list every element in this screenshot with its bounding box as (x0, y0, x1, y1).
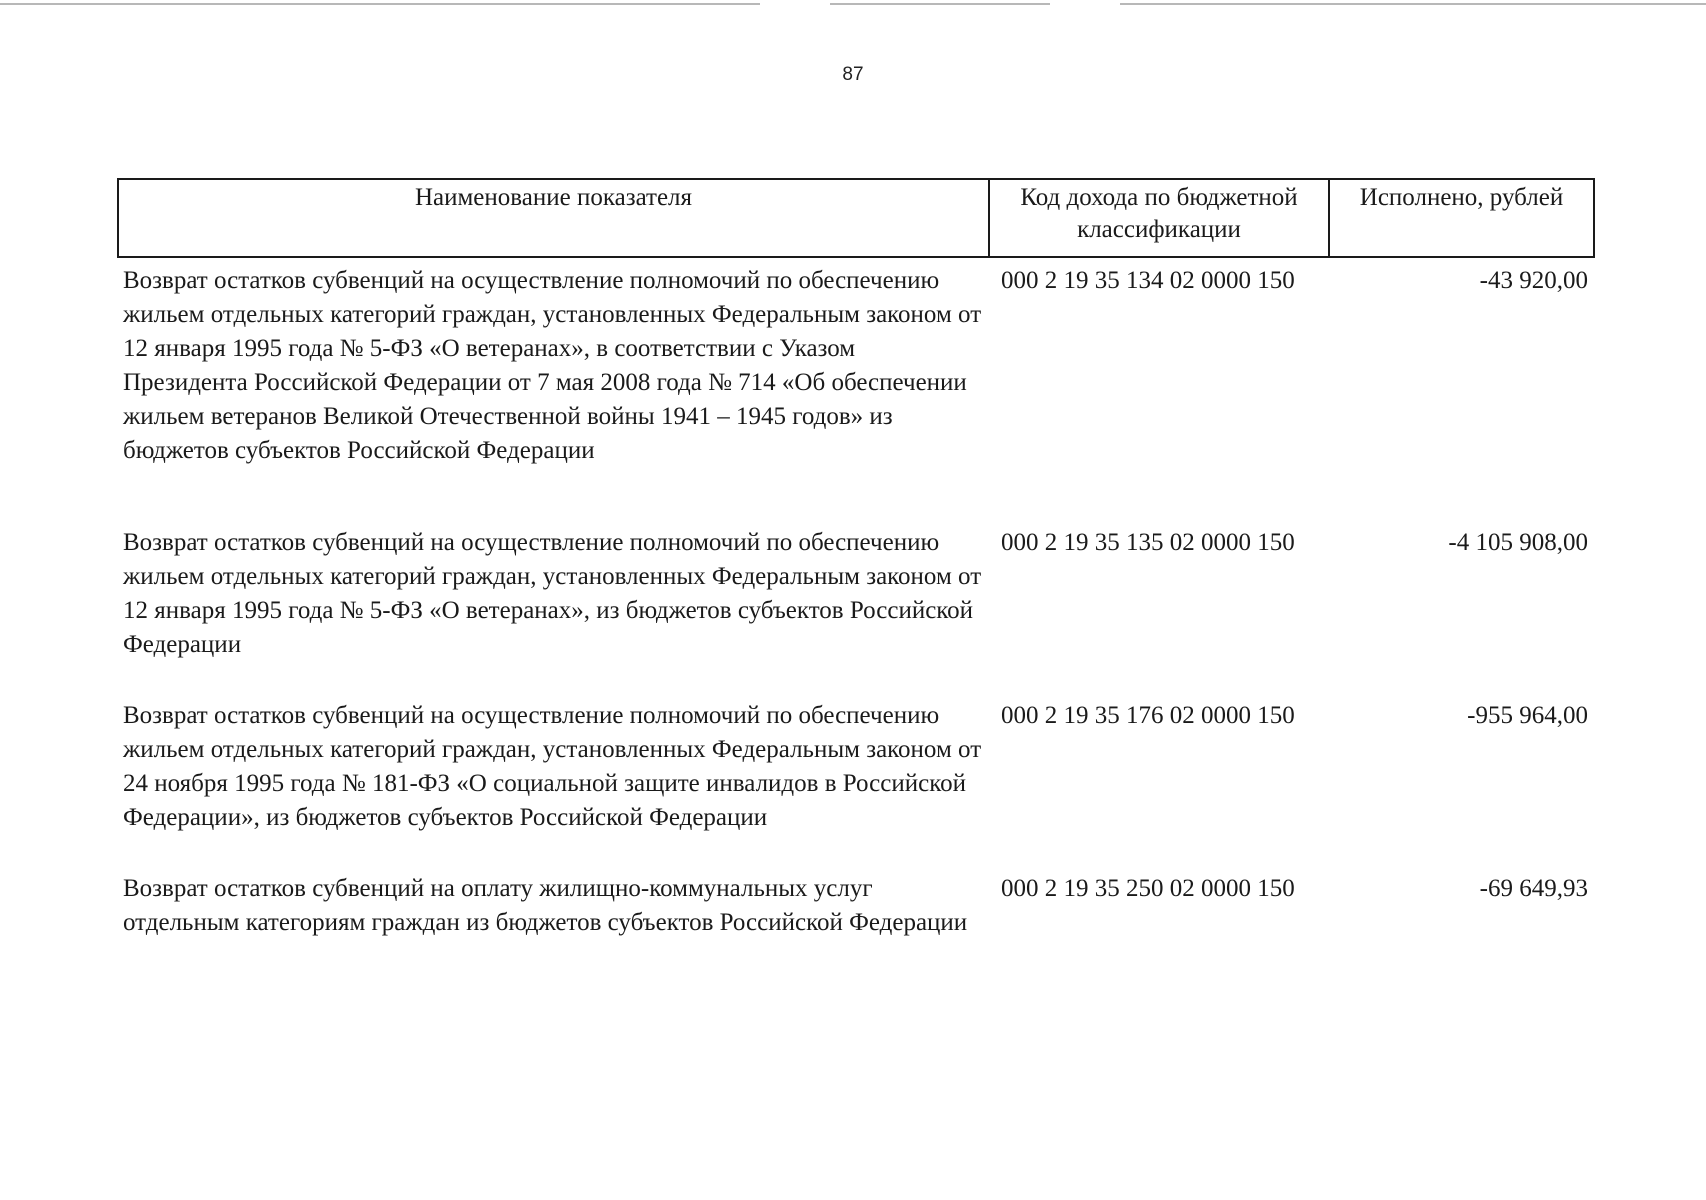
table-row (118, 257, 1594, 526)
row-name: Возврат остатков субвенций на осуществление полномочий по обеспечению жильем отдельных категорий граждан, установленных Федеральным законом от 12 января 1995 года № 5-ФЗ «О ветеранах», из бюджетов субъектов Российской Федерации (123, 529, 982, 658)
row-name: Возврат остатков субвенций на осуществление полномочий по обеспечению жильем отдельных категорий граждан, установленных Федеральным законом от 12 января 1995 года № 5-ФЗ «О ветеранах», в соответствии с Указом Президента Российской Федерации от 7 мая 2008 года № 714 «Об обеспечении жильем ветеранов Великой Отечественной войны 1941 – 1945 годов» из бюджетов субъектов Российской Федерации (123, 267, 982, 464)
scan-edge-line (0, 3, 760, 5)
row-code: 000 2 19 35 134 02 0000 150 (1001, 267, 1295, 294)
table-row (118, 872, 1594, 982)
table-header-row (118, 179, 1594, 257)
scan-edge-line (1120, 3, 1706, 5)
header-code: Код дохода по бюджетной классификации (989, 179, 1329, 257)
row-amount: -4 105 908,00 (1448, 529, 1588, 556)
row-code: 000 2 19 35 250 02 0000 150 (1001, 875, 1295, 902)
table-row (118, 699, 1594, 872)
header-amount: Исполнено, рублей (1329, 179, 1594, 257)
row-code: 000 2 19 35 135 02 0000 150 (1001, 529, 1295, 556)
row-amount: -43 920,00 (1479, 267, 1588, 294)
scan-edge-line (830, 3, 1050, 5)
header-name: Наименование показателя (118, 179, 989, 257)
report-table (117, 178, 1595, 982)
row-name: Возврат остатков субвенций на оплату жилищно-коммунальных услуг отдельным категориям граждан из бюджетов субъектов Российской Федерации (123, 875, 968, 936)
row-code: 000 2 19 35 176 02 0000 150 (1001, 702, 1295, 729)
table-row (118, 526, 1594, 699)
row-name: Возврат остатков субвенций на осуществление полномочий по обеспечению жильем отдельных категорий граждан, установленных Федеральным законом от 24 ноября 1995 года № 181-ФЗ «О социальной защите инвалидов в Российской Федерации», из бюджетов субъектов Российской Федерации (123, 702, 982, 831)
row-amount: -69 649,93 (1479, 875, 1588, 902)
row-amount: -955 964,00 (1467, 702, 1588, 729)
page-number: 87 (842, 64, 864, 85)
